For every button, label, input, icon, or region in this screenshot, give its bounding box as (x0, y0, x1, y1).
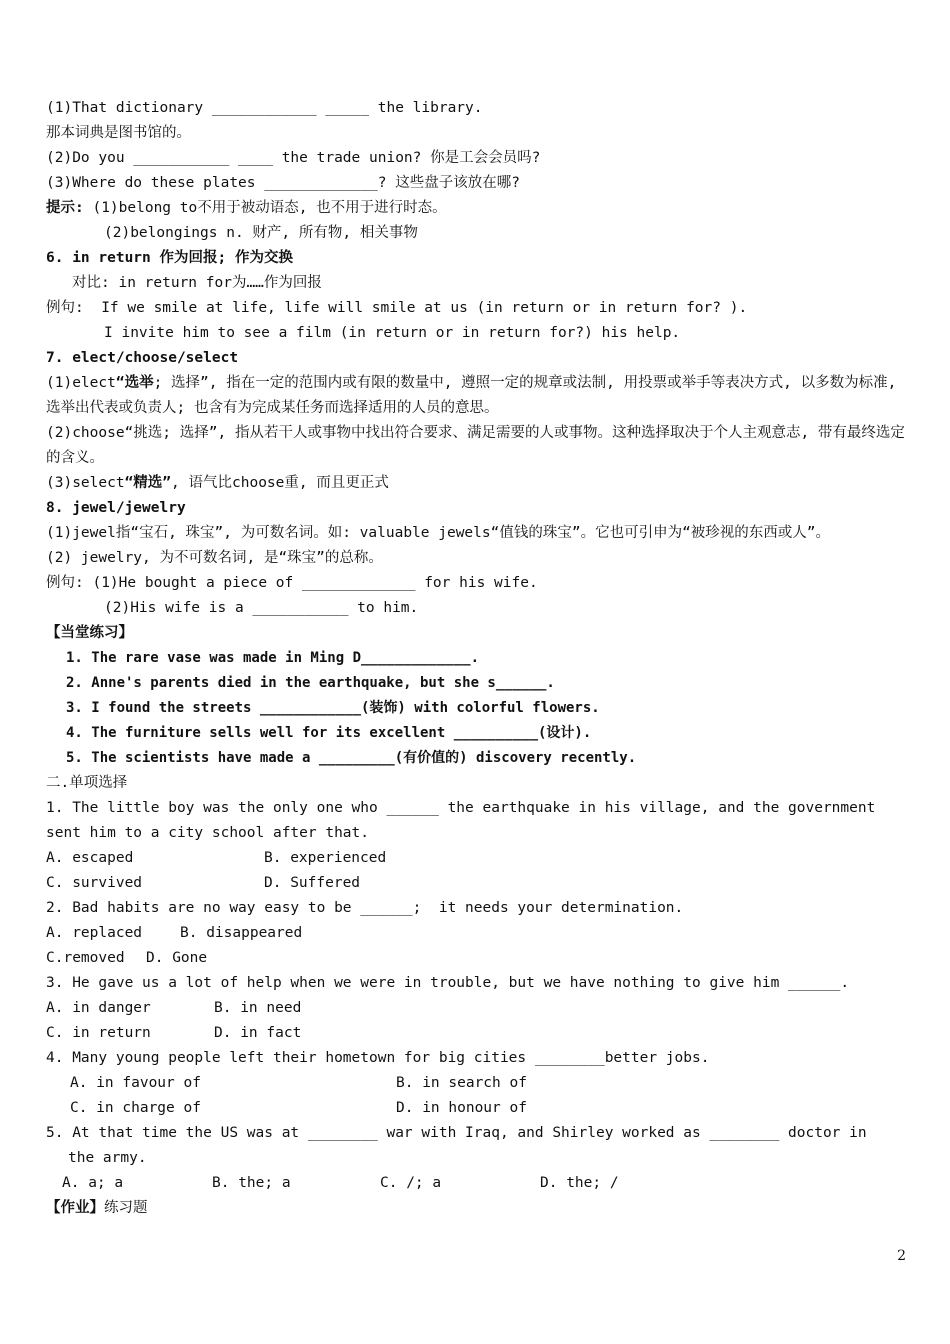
homework-line (46, 1196, 908, 1221)
section-heading: 7. elect/choose/select (46, 350, 239, 366)
option: D. Suffered (264, 875, 361, 891)
text-line: I invite him to see a film (in return or in return for?) his help. (104, 325, 681, 341)
paragraph-text: , 语气比choose重, 而且更正式 (171, 475, 389, 491)
text-line: (1)That dictionary ____________ _____ the library. (46, 100, 483, 116)
text-line: 那本词典是图书馆的。 (46, 125, 191, 141)
option: A. in danger (46, 1000, 151, 1016)
hint-text: (1)belong to不用于被动语态, 也不用于进行时态。 (92, 200, 447, 216)
text-line: (3)Where do these plates _____________? 这些盘子该放在哪? (46, 175, 520, 191)
paragraph (46, 471, 908, 496)
option-row (46, 871, 908, 896)
option-row (46, 1096, 908, 1121)
question: 5. At that time the US was at ________ war with Iraq, and Shirley worked as ________ doctor in (46, 1125, 867, 1141)
document-page (46, 96, 908, 1221)
text-line: (2)Do you ___________ ____ the trade union? 你是工会会员吗? (46, 150, 541, 166)
paragraph-text: ; 选择”, 指在一定的范围内或有限的数量中, 遵照一定的规章或法制, 用投票或举手等表决方式, 以多数为标准, 选举出代表或负责人; 也含有为完成某任务而选择适用的人员的意思。 (46, 375, 897, 416)
option-row (46, 1021, 908, 1046)
homework-label: 【作业】 (46, 1200, 104, 1216)
hint-line (46, 196, 908, 221)
practice-item: 2. Anne's parents died in the earthquake, but she s______. (66, 675, 555, 691)
option: D. in fact (214, 1025, 302, 1041)
term: (1)elect (46, 375, 116, 391)
text-line: (2) jewelry, 为不可数名词, 是“珠宝”的总称。 (46, 550, 383, 566)
option: B. disappeared (180, 925, 303, 941)
practice-title: 【当堂练习】 (46, 625, 133, 641)
text-line: 例句: If we smile at life, life will smile at us (in return or in return for? ). (46, 300, 748, 316)
paragraph (46, 371, 908, 421)
practice-item: 5. The scientists have made a _________(有价值的) discovery recently. (66, 750, 637, 766)
term: (3)select (46, 475, 125, 491)
homework-text: 练习题 (104, 1200, 148, 1216)
term-bold: “选举 (115, 375, 154, 391)
option-row (46, 1071, 908, 1096)
option-row (46, 921, 908, 946)
section-heading: 6. in return 作为回报; 作为交换 (46, 250, 293, 266)
option: B. in search of (396, 1075, 527, 1091)
option: A. in favour of (70, 1075, 201, 1091)
term-bold: “精选” (124, 475, 172, 491)
question-continued: the army. (68, 1150, 147, 1166)
option: C. /; a (380, 1175, 442, 1191)
option: C. in charge of (70, 1100, 201, 1116)
question: 2. Bad habits are no way easy to be ______; it needs your determination. (46, 900, 684, 916)
practice-item: 1. The rare vase was made in Ming D_____________. (66, 650, 480, 666)
text-line: (2)belongings n. 财产, 所有物, 相关事物 (104, 225, 418, 241)
text-line: 对比: in return for为……作为回报 (72, 275, 322, 291)
question: 3. He gave us a lot of help when we were in trouble, but we have nothing to give him ______. (46, 975, 850, 991)
question: 4. Many young people left their hometown for big cities ________better jobs. (46, 1050, 710, 1066)
option: C. in return (46, 1025, 151, 1041)
option: B. experienced (264, 850, 387, 866)
option-row (46, 946, 908, 971)
paragraph: (2)choose“挑选; 选择”, 指从若干人或事物中找出符合要求、满足需要的人或事物。这种选择取决于个人主观意志, 带有最终选定的含义。 (46, 425, 905, 466)
option: A. replaced (46, 925, 143, 941)
text-line: (2)His wife is a ___________ to him. (104, 600, 419, 616)
section-heading: 8. jewel/jewelry (46, 500, 186, 516)
page-number: 2 (897, 1248, 906, 1264)
option-row (46, 846, 908, 871)
practice-item: 4. The furniture sells well for its excellent __________(设计). (66, 725, 592, 741)
option: A. a; a (62, 1175, 124, 1191)
question: 1. The little boy was the only one who ______ the earthquake in his village, and the government sent him to a city school after that. (46, 800, 876, 841)
option-row (46, 996, 908, 1021)
option: C.removed (46, 950, 125, 966)
text-line: 例句: (1)He bought a piece of _____________ for his wife. (46, 575, 538, 591)
option: C. survived (46, 875, 143, 891)
option: A. escaped (46, 850, 134, 866)
option: D. the; / (540, 1175, 619, 1191)
mc-title: 二.单项选择 (46, 775, 128, 791)
option: D. Gone (146, 950, 208, 966)
option: B. the; a (212, 1175, 291, 1191)
text-line: (1)jewel指“宝石, 珠宝”, 为可数名词。如: valuable jewels“值钱的珠宝”。它也可引申为“被珍视的东西或人”。 (46, 525, 831, 541)
option-row (46, 1171, 908, 1196)
practice-item: 3. I found the streets ____________(装饰) with colorful flowers. (66, 700, 600, 716)
hint-label: 提示: (46, 200, 84, 216)
option: D. in honour of (396, 1100, 527, 1116)
option: B. in need (214, 1000, 302, 1016)
